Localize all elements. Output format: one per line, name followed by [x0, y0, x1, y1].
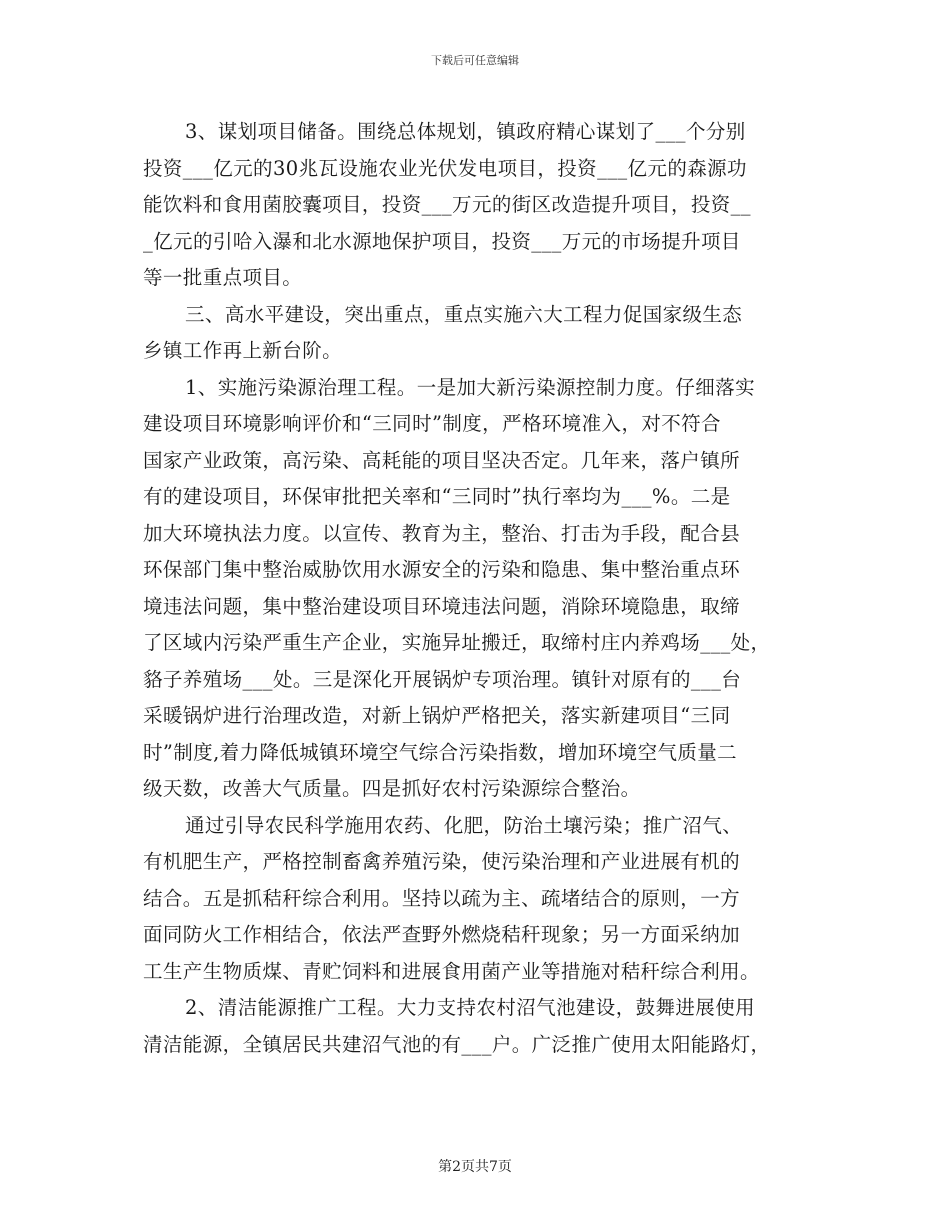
text-line: 时”制度,着力降低城镇环境空气综合污染指数，增加环境空气质量二 — [143, 740, 738, 764]
text-line: 面同防火工作相结合，依法严查野外燃烧秸秆现象；另一方面采纳加 — [143, 923, 741, 946]
text-line: 工生产生物质煤、青贮饲料和进展食用菌产业等措施对秸秆综合利用。 — [143, 959, 760, 983]
text-line: 采暖锅炉进行治理改造，对新上锅炉严格把关，落实新建项目“三同 — [143, 704, 731, 727]
text-line: 等一批重点项目。 — [143, 266, 303, 289]
text-line: 级天数，改善大气质量。四是抓好农村污染源综合整治。 — [143, 777, 641, 800]
text-line: 有的建设项目，环保审批把关率和“三同时”执行率均为___%。二是 — [143, 485, 731, 508]
text-line: 能饮料和食用菌胶囊项目，投资___万元的街区改造提升项目，投资__ — [143, 193, 751, 216]
text-line: 有机肥生产，严格控制畜禽养殖污染，使污染治理和产业进展有机的 — [143, 850, 741, 873]
page-header: 下载后可任意编辑 — [431, 54, 519, 67]
text-line: 貉子养殖场___处。三是深化开展锅炉专项治理。镇针对原有的___台 — [143, 667, 742, 691]
text-line: 三、高水平建设，突出重点，重点实施六大工程力促国家级生态 — [185, 302, 743, 326]
document-body — [143, 114, 808, 1063]
text-line: 乡镇工作再上新台阶。 — [143, 339, 343, 362]
text-line: 结合。五是抓秸秆综合利用。坚持以疏为主、疏堵结合的原则，一方 — [143, 886, 741, 910]
text-line: 境违法问题，集中整治建设项目环境违法问题，消除环境隐患，取缔 — [143, 594, 741, 618]
text-line: 建设项目环境影响评价和“三同时”制度，严格环境准入，对不符合 — [143, 412, 721, 435]
page-number: 第2页共7页 — [438, 1159, 512, 1175]
text-line: 通过引导农民科学施用农药、化肥，防治土壤污染；推广沼气、 — [185, 813, 743, 837]
text-line: 投资___亿元的30兆瓦设施农业光伏发电项目，投资___亿元的森源功 — [143, 156, 747, 180]
text-line: _亿元的引哈入瀑和北水源地保护项目，投资___万元的市场提升项目 — [143, 229, 741, 253]
text-line: 环保部门集中整治威胁饮用水源安全的污染和隐患、集中整治重点环 — [143, 558, 741, 581]
text-line: 加大环境执法力度。以宣传、教育为主，整治、打击为手段，配合县 — [143, 521, 741, 545]
text-line: 1、实施污染源治理工程。一是加大新污染源控制力度。仔细落实 — [185, 375, 756, 399]
text-line: 3、谋划项目储备。围绕总体规划，镇政府精心谋划了___个分别 — [185, 120, 746, 143]
text-line: 2、清洁能源推广工程。大力支持农村沼气池建设，鼓舞进展使用 — [185, 996, 756, 1019]
text-line: 了区域内污染严重生产企业，实施异址搬迁，取缔村庄内养鸡场___处， — [143, 631, 771, 654]
text-line: 国家产业政策，高污染、高耗能的项目坚决否定。几年来，落户镇所 — [143, 448, 741, 472]
text-line: 清洁能源，全镇居民共建沼气池的有___户。广泛推广使用太阳能路灯， — [143, 1032, 771, 1056]
